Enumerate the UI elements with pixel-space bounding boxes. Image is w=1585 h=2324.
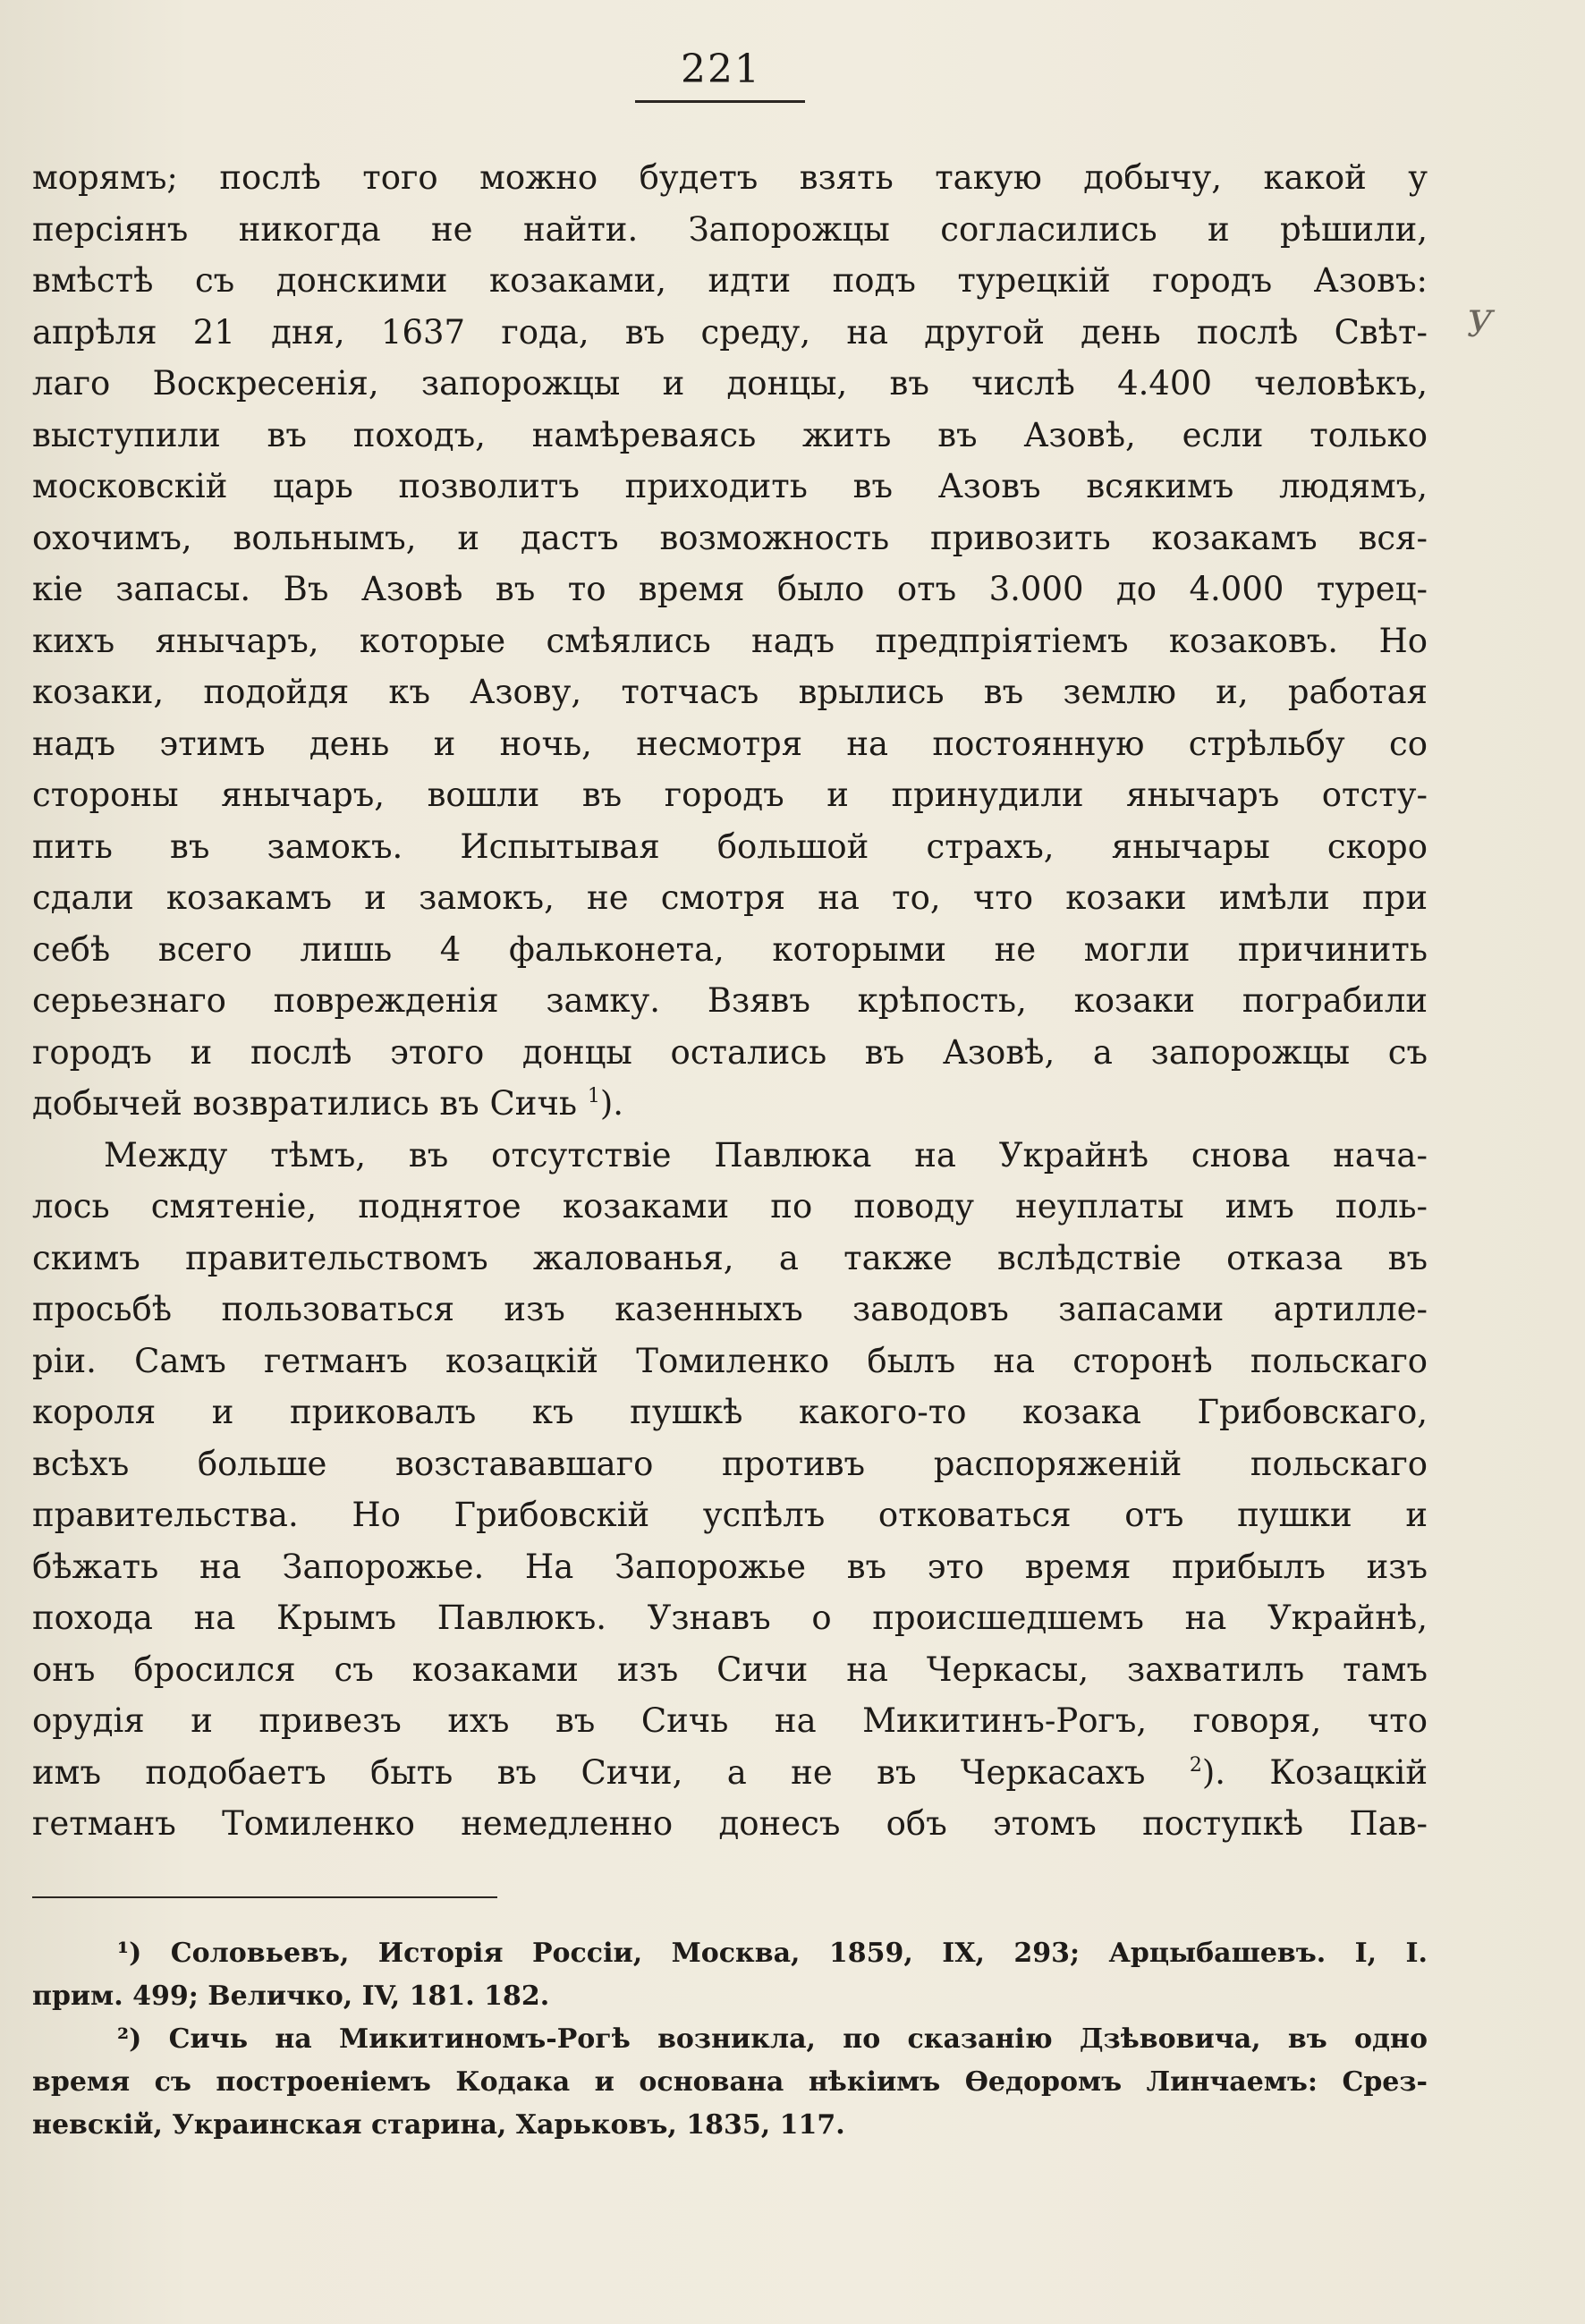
footnote-2-cont: время съ построеніемъ Кодака и основана нѣкіимъ Ѳедоромъ Линчаемъ: Срез- — [32, 2066, 1428, 2098]
text-line: кихъ янычаръ, которые смѣялись надъ предпріятіемъ козаковъ. Но — [32, 621, 1428, 660]
text-line: короля и приковалъ къ пушкѣ какого-то козака Грибовскаго, — [32, 1393, 1428, 1431]
text-line: вмѣстѣ съ донскими козаками, идти подъ турецкій городъ Азовъ: — [32, 261, 1428, 300]
text-line-with-note — [32, 1747, 1428, 1799]
text-fragment: добычей возвратились въ Сичь — [32, 1084, 578, 1123]
text-line-with-note — [32, 1078, 1428, 1130]
footnote-2-cont: невскій, Украинская старина, Харьковъ, 1835, 117. — [32, 2109, 845, 2141]
text-line: стороны янычаръ, вошли въ городъ и принудили янычаръ отсту- — [32, 776, 1428, 814]
text-line: лаго Воскресенія, запорожцы и донцы, въ числѣ 4.400 человѣкъ, — [32, 364, 1428, 403]
text-line: московскій царь позволитъ приходить въ Азовъ всякимъ людямъ, — [32, 467, 1428, 505]
footnote-ref-tail: ). — [599, 1084, 624, 1123]
page-number: 221 — [681, 47, 761, 92]
main-text — [32, 152, 1428, 1850]
text-fragment: имъ подобаетъ быть въ Сичи, а не въ Черкасахъ — [32, 1752, 1146, 1792]
text-line: ріи. Самъ гетманъ козацкій Томиленко былъ на сторонѣ польскаго — [32, 1341, 1428, 1380]
text-line: морямъ; послѣ того можно будетъ взять такую добычу, какой у — [32, 158, 1428, 197]
text-line: бѣжать на Запорожье. На Запорожье въ это время прибылъ изъ — [32, 1547, 1428, 1586]
text-line: всѣхъ больше возстававшаго противъ распоряженій польскаго — [32, 1444, 1428, 1483]
text-line: онъ бросился съ козаками изъ Сичи на Черкасы, захватилъ тамъ — [32, 1650, 1428, 1689]
footnote-rule — [32, 1896, 497, 1898]
text-line: скимъ правительствомъ жалованья, а также вслѣдствіе отказа въ — [32, 1238, 1428, 1277]
text-line: кіе запасы. Въ Азовѣ въ то время было отъ 3.000 до 4.000 турец- — [32, 570, 1428, 608]
paragraph-start-line: Между тѣмъ, въ отсутствіе Павлюка на Украйнѣ снова нача- — [104, 1135, 1428, 1175]
footnotes — [32, 1932, 1428, 2147]
text-line: козаки, подойдя къ Азову, тотчасъ врылись въ землю и, работая — [32, 673, 1428, 711]
text-line: выступили въ походъ, намѣреваясь жить въ Азовѣ, если только — [32, 415, 1428, 454]
text-line: лось смятеніе, поднятое козаками по поводу неуплаты имъ поль- — [32, 1187, 1428, 1226]
text-line: гетманъ Томиленко немедленно донесъ объ этомъ поступкѣ Пав- — [32, 1804, 1428, 1843]
header-rule — [635, 100, 805, 103]
text-line: просьбѣ пользоваться изъ казенныхъ заводовъ запасами артилле- — [32, 1290, 1428, 1328]
text-line: правительства. Но Грибовскій успѣлъ отковаться отъ пушки и — [32, 1496, 1428, 1534]
footnote-1: ¹) Соловьевъ, Исторія Россіи, Москва, 1859, IX, 293; Арцыбашевъ. I, I. — [117, 1938, 1428, 1969]
text-line: персіянъ никогда не найти. Запорожцы согласились и рѣшили, — [32, 209, 1428, 249]
text-line: городъ и послѣ этого донцы остались въ Азовѣ, а запорожцы съ — [32, 1032, 1428, 1072]
text-line: охочимъ, вольнымъ, и дастъ возможность привозить козакамъ вся- — [32, 518, 1428, 557]
margin-pencil-mark: У — [1467, 304, 1493, 345]
footnote-ref-2: 2 — [1189, 1753, 1202, 1777]
footnote-ref-1: 1 — [587, 1085, 600, 1107]
footnote-ref-tail: ). — [1201, 1752, 1226, 1792]
text-line: апрѣля 21 дня, 1637 года, въ среду, на другой день послѣ Свѣт- — [32, 312, 1428, 352]
text-line: серьезнаго поврежденія замку. Взявъ крѣпость, козаки пограбили — [32, 981, 1428, 1020]
footnote-2: ²) Сичь на Микитиномъ-Рогѣ возникла, по сказанію Дзѣвовича, въ одно — [117, 2023, 1428, 2055]
text-line: пить въ замокъ. Испытывая большой страхъ, янычары скоро — [32, 827, 1428, 866]
text-fragment: Козацкій — [1269, 1752, 1428, 1792]
text-line: себѣ всего лишь 4 фальконета, которыми не могли причинить — [32, 929, 1428, 969]
text-line: сдали козакамъ и замокъ, не смотря на то, что козаки имѣли при — [32, 878, 1428, 917]
footnote-1-cont: прим. 499; Величко, IV, 181. 182. — [32, 1980, 550, 2012]
text-line: похода на Крымъ Павлюкъ. Узнавъ о происшедшемъ на Украйнѣ, — [32, 1599, 1428, 1637]
text-line: орудія и привезъ ихъ въ Сичь на Микитинъ-Рогъ, говоря, что — [32, 1701, 1428, 1740]
text-line: надъ этимъ день и ночь, несмотря на постоянную стрѣльбу со — [32, 724, 1428, 763]
